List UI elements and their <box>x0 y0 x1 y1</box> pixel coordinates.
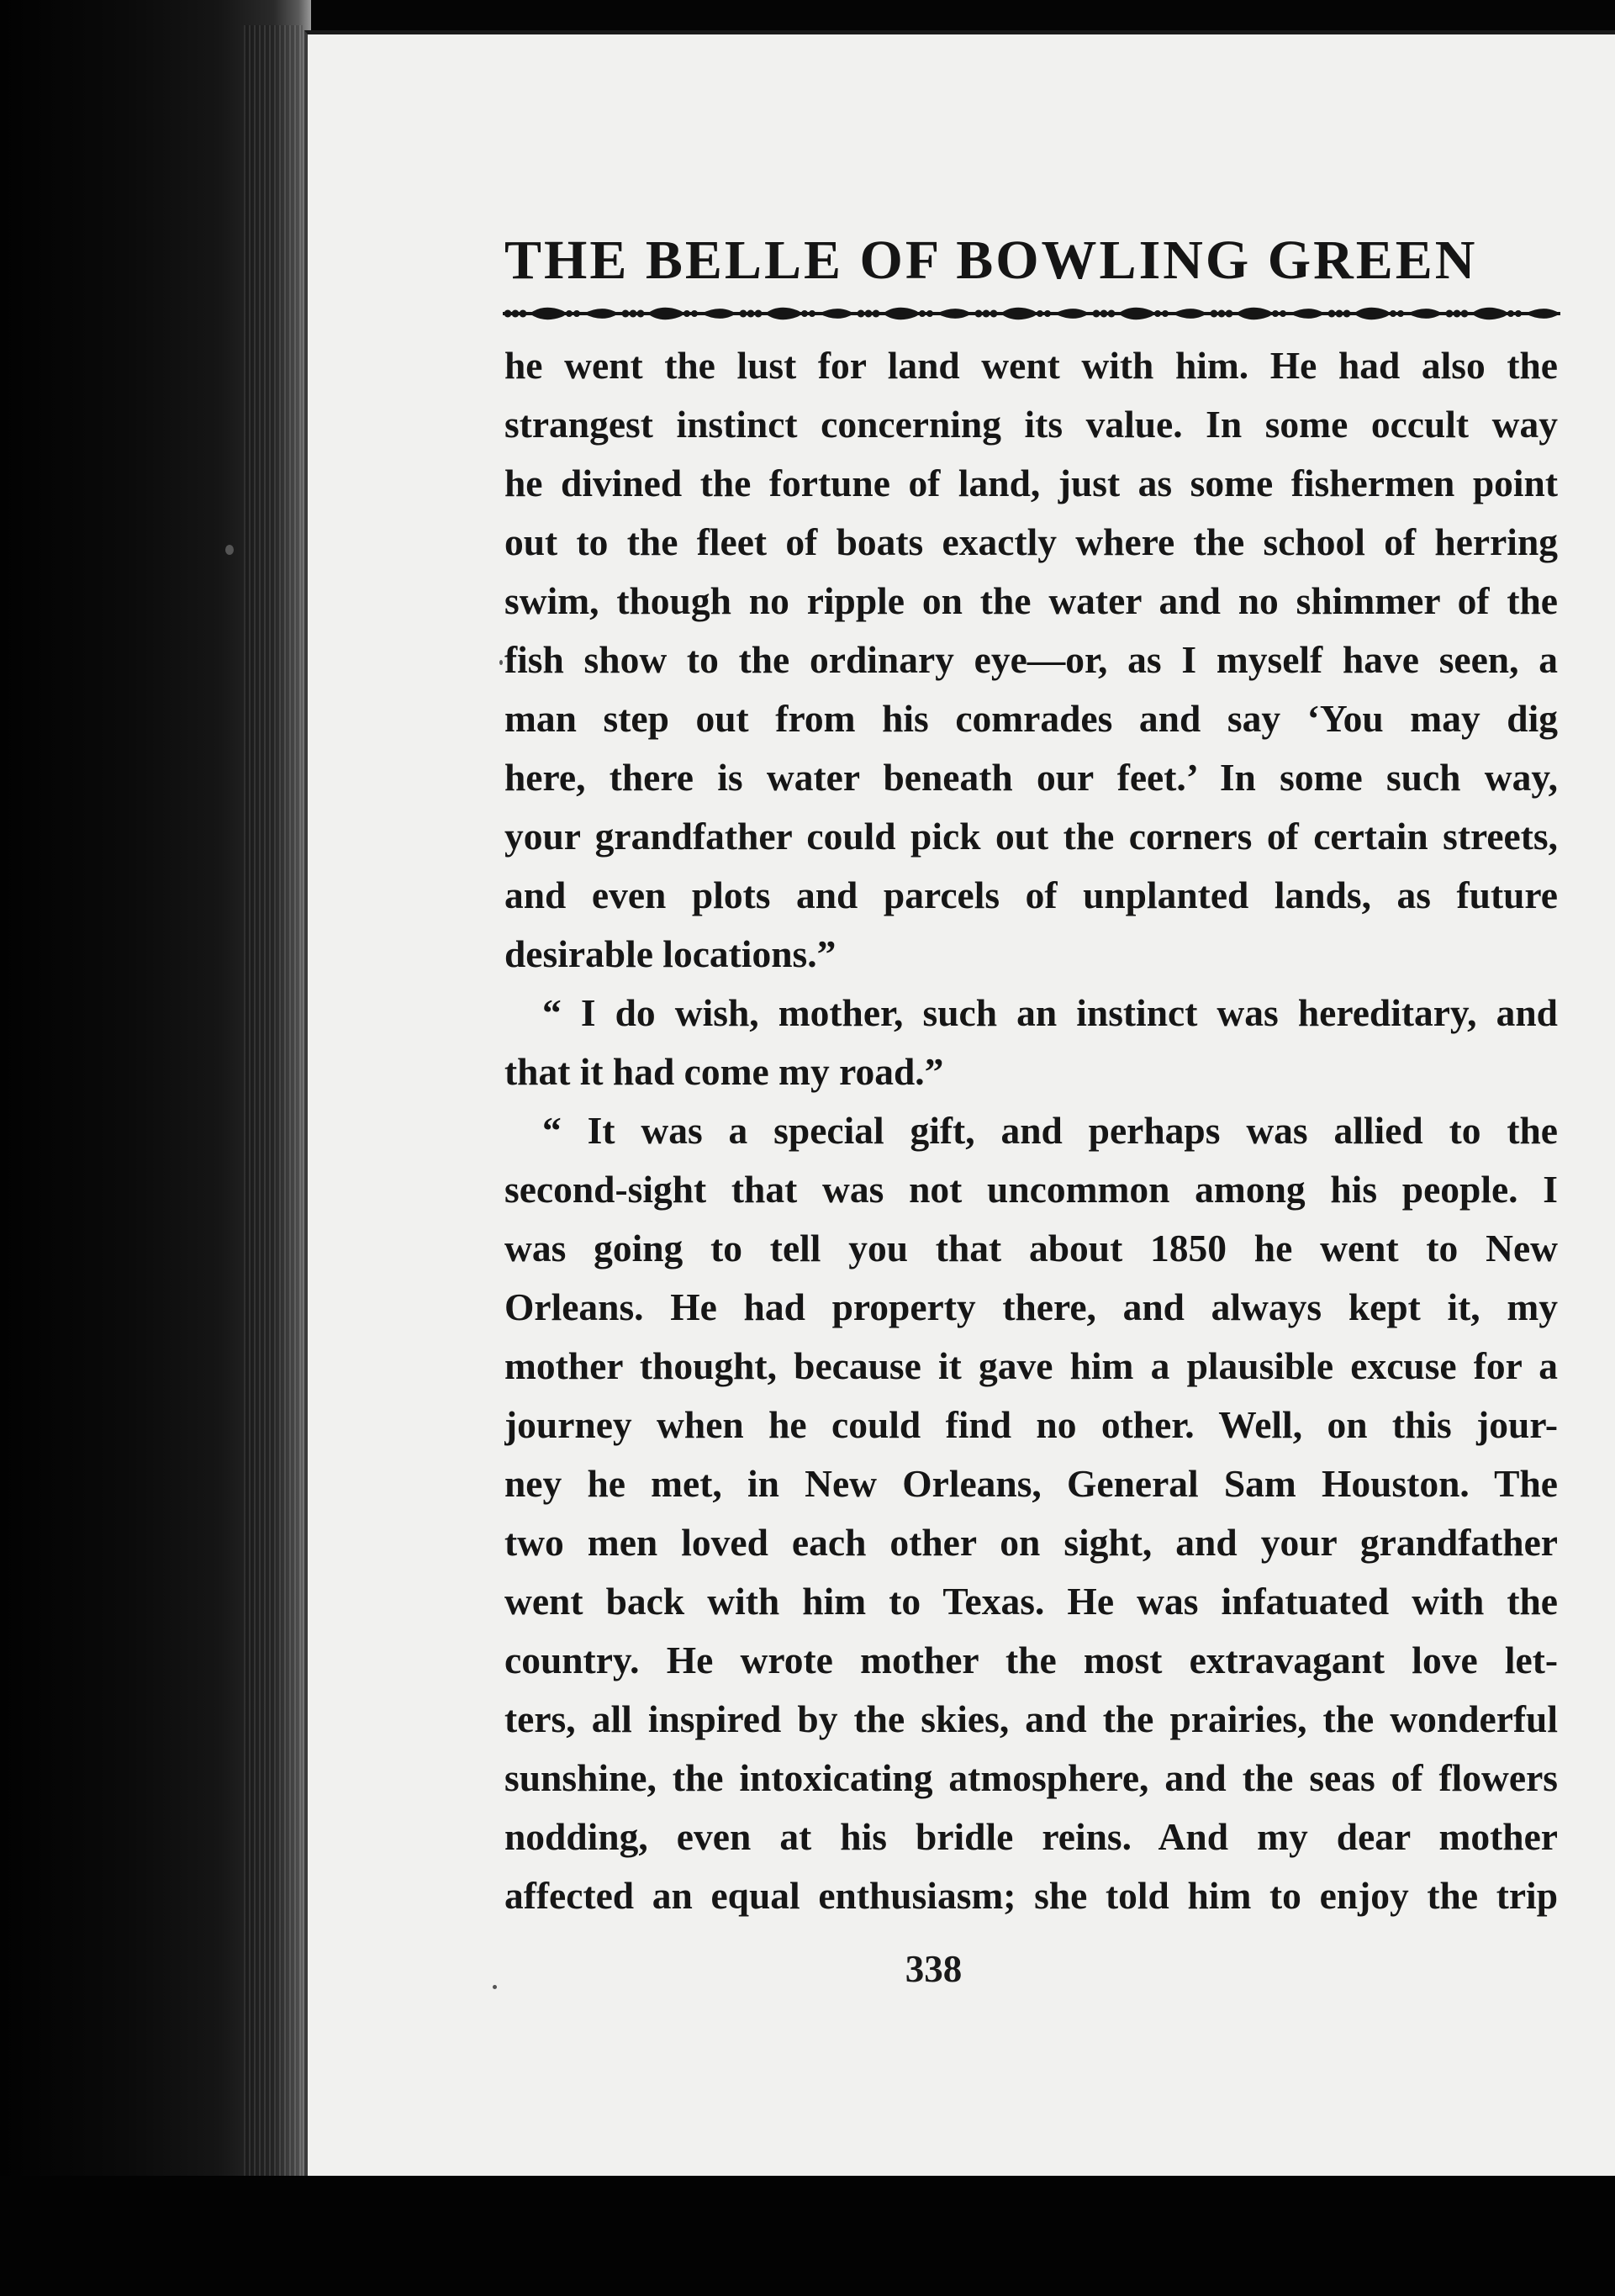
scan-speck <box>493 1985 497 1989</box>
scan-speck <box>499 660 503 665</box>
text-line: “ I do wish, mother, such an instinct was hereditary, and <box>542 991 1558 1034</box>
scan-bottom-border <box>0 2176 1615 2296</box>
running-header: THE BELLE OF BOWLING GREEN <box>504 230 1478 291</box>
text-line: and even plots and parcels of unplanted lands, as future <box>504 874 1558 916</box>
text-line: affected an equal enthusiasm; she told him to enjoy the trip <box>504 1874 1558 1917</box>
text-line: swim, though no ripple on the water and no shimmer of the <box>504 579 1558 622</box>
text-line: went back with him to Texas. He was infatuated with the <box>504 1580 1558 1623</box>
text-line: man step out from his comrades and say ‘You may dig <box>504 697 1558 740</box>
text-line: second-sight that was not uncommon among his people. I <box>504 1168 1558 1211</box>
scan-speck <box>225 545 234 555</box>
text-line: country. He wrote mother the most extravagant love let- <box>504 1639 1558 1681</box>
text-line: nodding, even at his bridle reins. And my dear mother <box>504 1815 1558 1858</box>
text-line: out to the fleet of boats exactly where the school of herring <box>504 520 1558 563</box>
text-line: strangest instinct concerning its value. In some occult way <box>504 403 1558 446</box>
ornamental-rule <box>503 301 1560 326</box>
page-number: 338 <box>905 1948 963 1990</box>
text-line: ney he met, in New Orleans, General Sam Houston. The <box>504 1462 1558 1505</box>
text-line: ters, all inspired by the skies, and the prairies, the wonderful <box>504 1697 1558 1740</box>
text-line: here, there is water beneath our feet.’ In some such way, <box>504 756 1558 799</box>
text-line: was going to tell you that about 1850 he went to New <box>504 1227 1558 1269</box>
text-line: he went the lust for land went with him. He had also the <box>504 344 1558 387</box>
text-line: “ It was a special gift, and perhaps was allied to the <box>542 1109 1558 1152</box>
text-line: sunshine, the intoxicating atmosphere, and the seas of flowers <box>504 1756 1558 1799</box>
text-line: your grandfather could pick out the corners of certain streets, <box>504 815 1558 858</box>
body-text <box>504 336 1558 1925</box>
text-line: mother thought, because it gave him a plausible excuse for a <box>504 1344 1558 1387</box>
text-line: he divined the fortune of land, just as some fishermen point <box>504 462 1558 504</box>
text-line: that it had come my road.” <box>504 1050 944 1093</box>
text-line: two men loved each other on sight, and your grandfather <box>504 1521 1558 1564</box>
text-line: Orleans. He had property there, and always kept it, my <box>504 1285 1558 1328</box>
text-line: desirable locations.” <box>504 932 837 975</box>
text-line: journey when he could find no other. Well, on this jour- <box>504 1403 1558 1446</box>
spine-edge-texture <box>244 25 303 2177</box>
text-line: fish show to the ordinary eye—or, as I myself have seen, a <box>504 638 1558 681</box>
